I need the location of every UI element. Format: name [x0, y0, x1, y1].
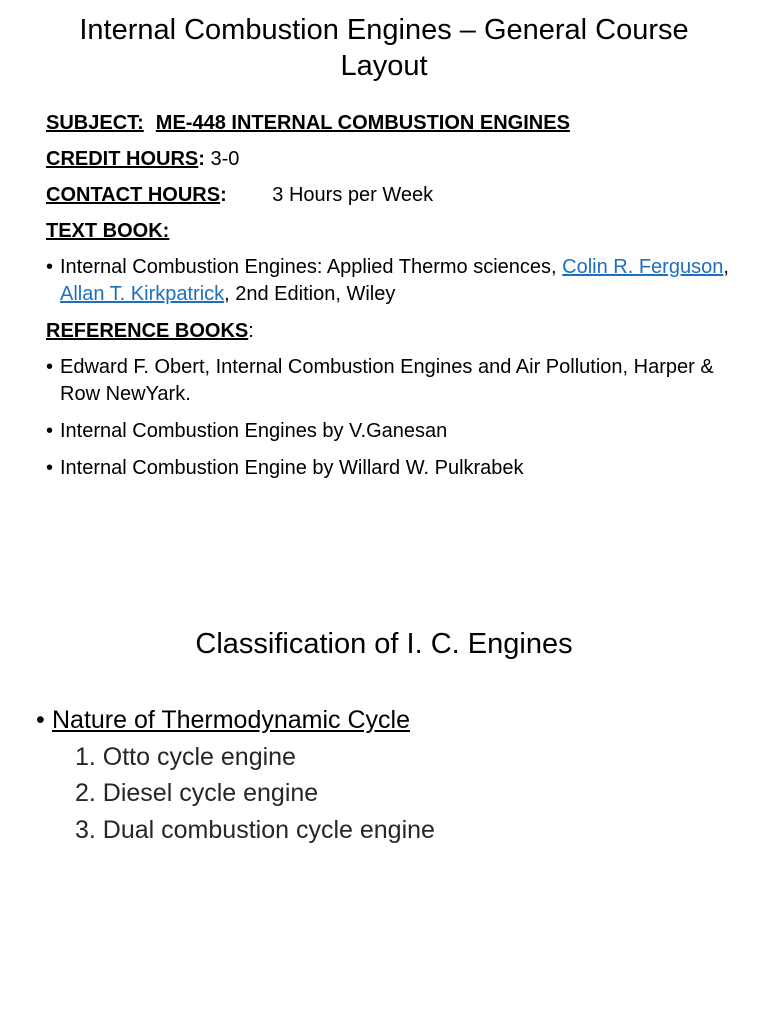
classification-heading	[36, 702, 738, 739]
bullet-icon: •	[46, 256, 54, 278]
reference-books-label: REFERENCE BOOKS	[46, 320, 249, 342]
reference-book-item	[46, 418, 738, 445]
credit-hours-row	[46, 146, 738, 173]
subject-label: SUBJECT:	[46, 112, 144, 134]
subject-value: ME-448 INTERNAL COMBUSTION ENGINES	[155, 112, 570, 134]
list-item: 2. Diesel cycle engine	[75, 779, 319, 807]
list-item: 3. Dual combustion cycle engine	[75, 815, 435, 844]
bullet-icon: •	[46, 457, 54, 479]
bullet-icon: •	[36, 706, 45, 734]
text-book-edition: , 2nd Edition, Wiley	[224, 283, 396, 305]
contact-hours-colon: :	[220, 184, 227, 206]
reference-book-item	[46, 354, 738, 408]
contact-hours-value: 3 Hours per Week	[272, 184, 434, 206]
subject-row	[46, 110, 738, 137]
reference-book-item	[46, 455, 738, 482]
slide-title: Internal Combustion Engines – General Course Layout	[79, 14, 689, 82]
reference-book-text: Internal Combustion Engines by V.Ganesan	[60, 420, 448, 442]
author-link-ferguson[interactable]: Colin R. Ferguson	[562, 256, 724, 278]
list-item: 1. Otto cycle engine	[75, 742, 296, 771]
slide-title: Classification of I. C. Engines	[195, 628, 573, 660]
credit-hours-label: CREDIT HOURS	[46, 148, 199, 170]
contact-hours-row	[46, 182, 738, 209]
bullet-icon: •	[46, 420, 54, 442]
slide-classification	[0, 512, 768, 1024]
classification-body	[36, 702, 738, 848]
bullet-icon: •	[46, 356, 54, 378]
author-separator: ,	[723, 256, 729, 278]
text-book-item	[46, 254, 738, 308]
text-book-title: Internal Combustion Engines: Applied Thermo sciences,	[60, 256, 563, 278]
reference-book-text: Edward F. Obert, Internal Combustion Engines and Air Pollution, Harper & Row NewYark.	[60, 356, 714, 405]
credit-hours-value: 3-0	[210, 148, 240, 170]
contact-hours-label: CONTACT HOURS	[46, 184, 221, 206]
author-link-kirkpatrick[interactable]: Allan T. Kirkpatrick	[60, 283, 225, 305]
reference-books-row	[46, 318, 738, 345]
classification-heading-text: Nature of Thermodynamic Cycle	[52, 706, 411, 734]
text-book-label: TEXT BOOK:	[46, 220, 170, 242]
text-book-row	[46, 218, 738, 245]
reference-book-text: Internal Combustion Engine by Willard W. Pulkrabek	[60, 457, 524, 479]
course-details	[46, 110, 738, 492]
reference-books-colon: :	[248, 320, 254, 342]
credit-hours-colon: :	[198, 148, 205, 170]
